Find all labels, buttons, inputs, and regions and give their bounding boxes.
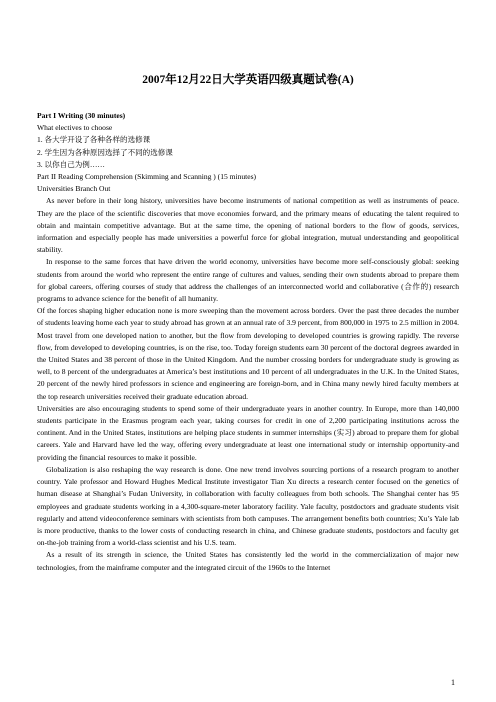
outline-point: 3. 以你自己为例…… [37, 159, 105, 169]
paragraph: Globalization is also reshaping the way research is done. One new trend involves sourcing portions of a research program to another country. Yale professor and Howard Hughes Medical Institute investigator Tian Xu directs a research center focused on the genetics of human disease at Shanghai’s Fudan University, in collaboration with faculty colleagues from both schools. The Shanghai center has 95 employees and graduate students working in a 4,300-square-meter laboratory facility. Yale faculty, postdoctors and graduate students visit regularly and attend videoconference seminars with scientists from both campuses. The arrangement benefits both countries; Xu’s Yale lab is more productive, thanks to the lower costs of conducting research in china, and Chinese graduate students, postdoctors and faculty get on-the-job training from a world-class scientist and his U.S. team. [37, 464, 459, 548]
outline-point: 2. 学生因为各种原因选择了不同的选修课 [37, 147, 173, 157]
page-title: 2007年12月22日大学英语四级真题试卷(A) [142, 74, 354, 86]
page-number: 1 [451, 678, 455, 687]
part2-heading: Part II Reading Comprehension (Skimming and Scanning ) (15 minutes) [37, 172, 257, 182]
part1-heading: Part I Writing (30 minutes) [37, 111, 126, 120]
writing-topic: What electives to choose [37, 123, 113, 133]
paragraph: As a result of its strength in science, the United States has consistently led the world in the commercialization of major new technologies, from the mainframe computer and the integrated circuit of the 1960s to the Internet [37, 550, 459, 572]
document-body [37, 110, 459, 574]
paragraph: Of the forces shaping higher education none is more sweeping than the movement across borders. Over the past three decades the number of students leaving home each year to study abroad has grown at an annual rate of 3.9 percent, from 800,000 in 1975 to 2.5 million in 2004. Most travel from one developed nation to another, but the flow from developing to developed countries is growing rapidly. The reverse flow, from developed to developing countries, is on the rise, too. Today foreign students earn 30 percent of the doctoral degrees awarded in the United States and 38 percent of those in the United Kingdom. And the number crossing borders for undergraduate study is growing as well, to 8 percent of the undergraduates at America’s best institutions and 10 percent of all undergraduates in the U.K. In the United States, 20 percent of the newly hired professors in science and engineering are foreign-born, and in China many newly hired faculty members at the top research universities received their graduate education abroad. [37, 306, 459, 401]
paragraph: As never before in their long history, universities have become instruments of national competition as well as instruments of peace. They are the place of the scientific discoveries that move economies forward, and the primary means of educating the talent required to obtain and maintain competitive advantage. But at the same time, the opening of national borders to the flow of goods, services, information and especially people has made universities a powerful force for global integration, mutual understanding and geopolitical stability. [37, 196, 459, 255]
paragraph: In response to the same forces that have driven the world economy, universities have become more self-consciously global: seeking students from around the world who represent the entire range of cultures and values, sending their own students abroad to prepare them for global careers, offering courses of study that address the challenges of an interconnected world and collaborative (合作的) research programs to advance science for the benefit of all humanity. [37, 257, 459, 304]
article-title: Universities Branch Out [37, 184, 111, 194]
outline-point: 1. 各大学开设了各种各样的选修课 [37, 135, 151, 145]
paragraph: Universities are also encouraging students to spend some of their undergraduate years in another country. In Europe, more than 140,000 students participate in the Erasmus program each year, taking courses for credit in one of 2,200 participating institutions across the continent. And in the United States, institutions are helping place students in summer internships (实习) abroad to prepare them for global careers. Yale and Harvard have led the way, offering every undergraduate at least one international study or internship opportunity-and providing the financial resources to make it possible. [37, 403, 459, 462]
